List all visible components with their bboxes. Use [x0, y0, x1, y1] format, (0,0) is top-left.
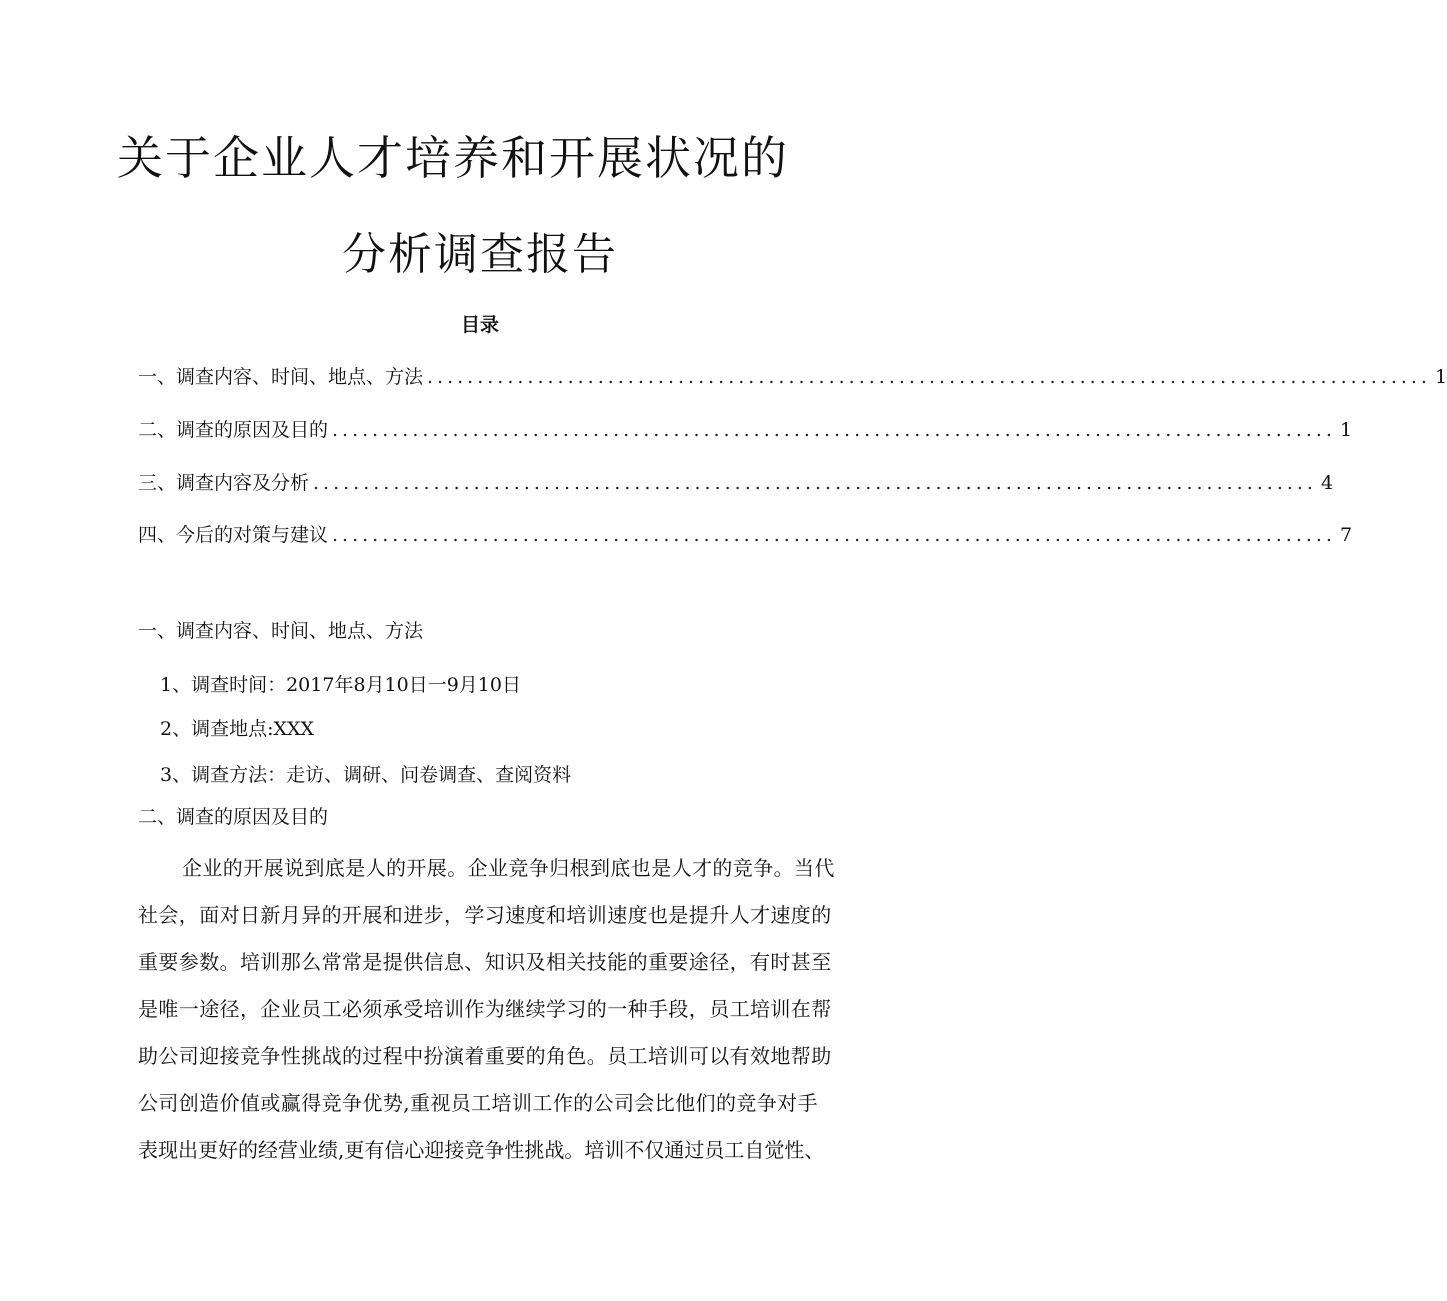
- toc-entry-page: 1: [1339, 419, 1353, 441]
- toc-entry[interactable]: [138, 415, 1353, 445]
- toc-leader-dots: ....................................................................................................: [332, 419, 1336, 441]
- toc-entry-page: 7: [1339, 524, 1353, 546]
- section-1-heading: 一、调查内容、时间、地点、方法: [138, 620, 424, 642]
- toc-entry-label: 三、调查内容及分析: [138, 472, 310, 494]
- toc-entry-label: 二、调查的原因及目的: [138, 419, 329, 441]
- document-title-line-1: 关于企业人才培养和开展状况的: [117, 131, 789, 185]
- toc-entry[interactable]: [138, 520, 1353, 550]
- section-1-item-time: 1、调查时间：2017年8月10日一9月10日: [160, 674, 521, 696]
- toc-entry-label: 四、今后的对策与建议: [138, 524, 329, 546]
- paragraph-line: 是唯一途径，企业员工必须承受培训作为继续学习的一种手段，员工培训在帮: [138, 997, 832, 1021]
- paragraph-line: 助公司迎接竞争性挑战的过程中扮演着重要的角色。员工培训可以有效地帮助: [138, 1044, 832, 1068]
- paragraph-line: 表现出更好的经营业绩,更有信心迎接竞争性挑战。培训不仅通过员工自觉性、: [138, 1138, 825, 1162]
- toc-heading: 目录: [460, 314, 499, 336]
- paragraph-line: 重要参数。培训那么常常是提供信息、知识及相关技能的重要途径，有时甚至: [138, 950, 832, 974]
- paragraph-line: 社会，面对日新月异的开展和进步，学习速度和培训速度也是提升人才速度的: [138, 903, 832, 927]
- toc-leader-dots: ....................................................................................................: [332, 524, 1336, 546]
- section-1-item-location: 2、调查地点:XXX: [160, 718, 315, 740]
- paragraph-line: 企业的开展说到底是人的开展。企业竞争归根到底也是人才的竞争。当代: [182, 856, 835, 880]
- document-title-line-2: 分析调查报告: [342, 229, 618, 280]
- toc-leader-dots: ....................................................................................................: [427, 366, 1431, 388]
- paragraph-line: 公司创造价值或赢得竞争优势,重视员工培训工作的公司会比他们的竞争对手: [138, 1091, 818, 1115]
- toc-entry-page: 1: [1434, 366, 1447, 388]
- toc-entry-label: 一、调查内容、时间、地点、方法: [138, 366, 424, 388]
- toc-entry[interactable]: [138, 362, 1447, 392]
- toc-entry[interactable]: [138, 468, 1334, 498]
- toc-leader-dots: ....................................................................................................: [313, 472, 1317, 494]
- section-1-item-method: 3、调查方法：走访、调研、问卷调查、查阅资料: [160, 764, 572, 786]
- toc-entry-page: 4: [1320, 472, 1334, 494]
- section-2-heading: 二、调查的原因及目的: [138, 806, 329, 828]
